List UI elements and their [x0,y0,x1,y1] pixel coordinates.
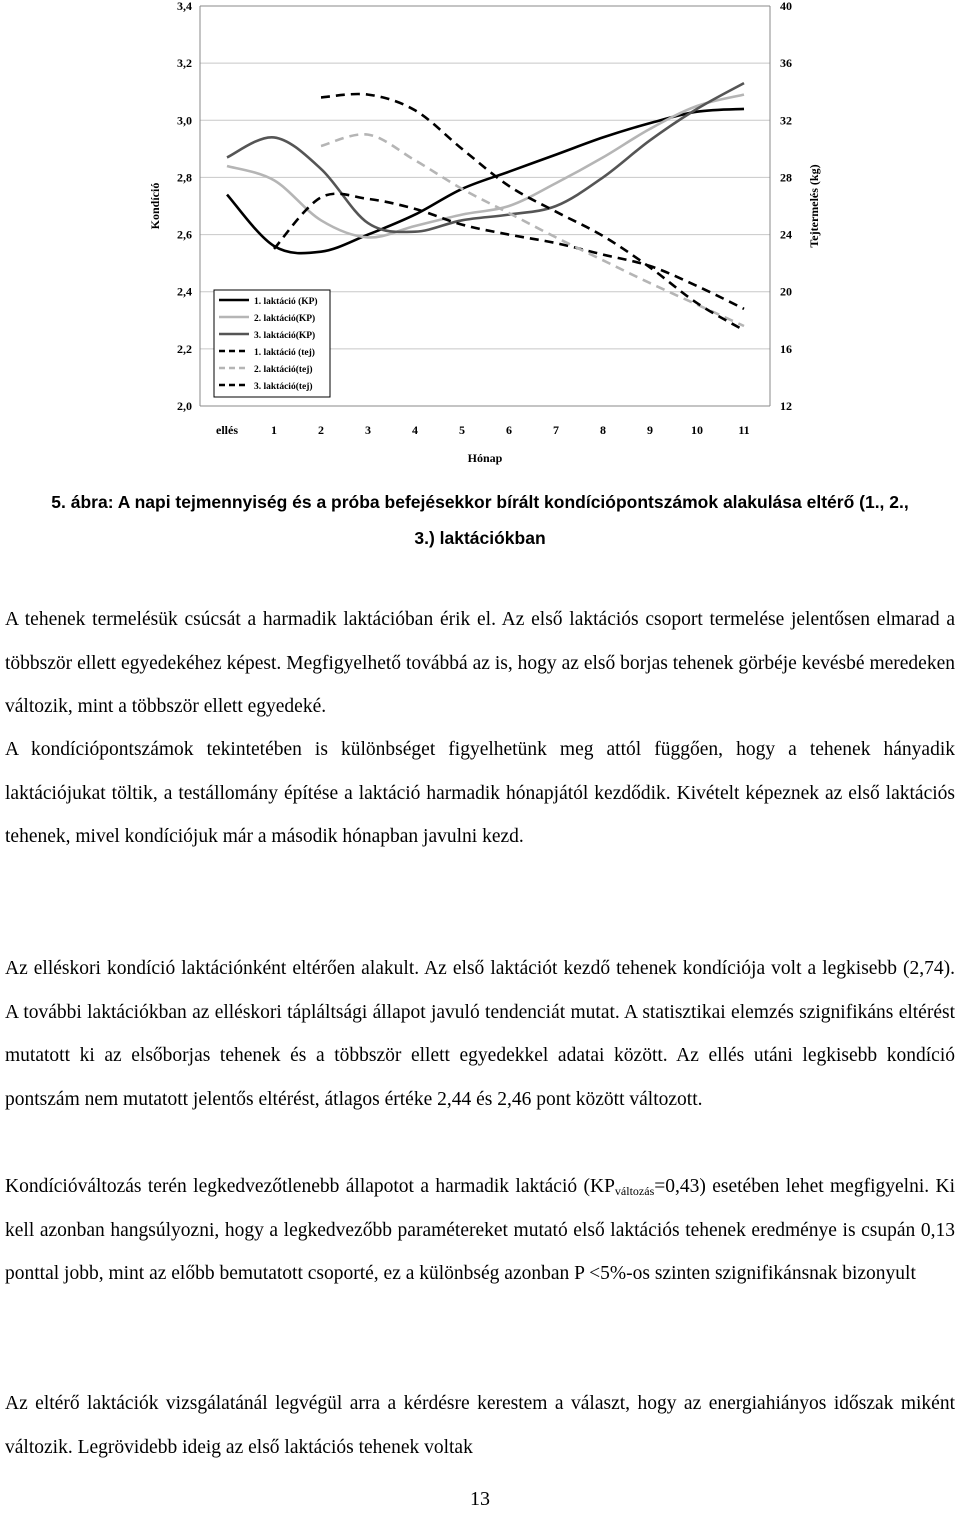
x-axis-label: Hónap [467,451,503,465]
page-number: 13 [470,1488,490,1510]
paragraph-4-end: =0,43) esetében lehet megfigyelni. Ki kell azonban hangsúlyozni, hogy a legkedvezőbb paramétereket mutató első laktációs tehenek eredménye is csupán 0,13 ponttal jobb, mint az előbb bemutatott csoporté, ez a különbség azonban P <5%-os szinten szignifikánsnak bizonyult [5,1176,955,1284]
x-tick-label: ellés [216,423,238,437]
y-right-tick-label: 36 [780,56,792,71]
x-tick-label: 4 [412,423,418,437]
y-right-tick-label: 20 [780,284,792,299]
x-tick-label: 9 [647,423,653,437]
series-line-1 [227,109,744,253]
lactation-chart [130,0,830,475]
legend-entry-label: 1. laktáció (tej) [254,348,315,358]
y-left-tick-label: 2,6 [177,227,192,242]
y-left-tick-label: 3,2 [177,56,192,71]
x-tick-label: 2 [318,423,324,437]
paragraph-4 [5,1165,955,1296]
x-tick-label: 1 [271,423,277,437]
y-right-tick-label: 40 [780,0,792,13]
paragraph-5: Az eltérő laktációk vizsgálatánál legvégül arra a kérdésre kerestem a választ, hogy az energiahiányos időszak miként változik. Legrövidebb ideig az első laktációs tehenek voltak [5,1393,955,1458]
x-tick-label: 5 [459,423,465,437]
chart-legend [214,290,330,397]
y-axis-right-label: Tejtermelés (kg) [807,164,821,248]
y-right-tick-label: 12 [780,399,792,413]
paragraph-2: A kondíciópontszámok tekintetében is különbséget figyelhetünk meg attól függően, hogy a tehenek hányadik laktációjukat töltik, a testállomány építése a laktáció harmadik hónapjától kezdődik. Kivételt képeznek az első laktációs tehenek, mivel kondíciójuk már a második hónapban javulni kezd. [5,739,955,847]
figure-caption-line2: 3.) laktációkban [414,528,546,548]
legend-entry-label: 1. laktáció (KP) [254,297,318,307]
y-axis-right-ticks [780,0,792,413]
legend-entry-label: 2. laktáció(tej) [254,365,313,375]
paragraph-4-start: Kondícióváltozás terén legkedvezőtlenebb állapotot a harmadik laktáció (KP [5,1176,615,1197]
legend-entry-label: 3. laktáció(KP) [254,331,316,341]
x-axis-ticks [216,423,750,437]
y-left-tick-label: 2,2 [177,341,192,356]
y-right-tick-label: 16 [780,341,792,356]
x-tick-label: 10 [691,423,703,437]
legend-entry-label: 2. laktáció(KP) [254,314,316,324]
y-left-tick-label: 3,4 [177,0,192,13]
y-right-tick-label: 24 [780,227,792,242]
paragraph-3: Az elléskori kondíció laktációnként eltérően alakult. Az első laktációt kezdő tehenek kondíciója volt a legkisebb (2,74). A további laktációkban az elléskori tápláltsági állapot javuló tendenciát mutat. A statisztikai elemzés szignifikáns eltérést mutatott ki az elsőborjas tehenek és a többször ellett egyedekkel adatai között. Az ellés utáni legkisebb kondíció pontszám nem mutatott jelentős eltérést, átlagos értéke 2,44 és 2,46 pont között változott. [5,958,955,1110]
x-tick-label: 7 [553,423,559,437]
y-left-tick-label: 2,8 [177,170,192,185]
y-axis-left-ticks [177,0,192,413]
y-left-tick-label: 2,0 [177,399,192,413]
y-left-tick-label: 2,4 [177,284,192,299]
x-tick-label: 3 [365,423,371,437]
y-right-tick-label: 28 [780,170,792,185]
x-tick-label: 11 [738,423,750,437]
y-right-tick-label: 32 [780,113,792,128]
paragraph-1: A tehenek termelésük csúcsát a harmadik laktációban érik el. Az első laktációs csoport termelése jelentősen elmarad a többször ellett egyedekéhez képest. Megfigyelhető továbbá az is, hogy az első borjas tehenek görbéje kevésbé meredeken változik, mint a többször ellett egyedeké. [5,609,955,717]
legend-entry-label: 3. laktáció(tej) [254,382,313,392]
y-left-tick-label: 3,0 [177,113,192,128]
paragraph-4-subscript: változás [614,1184,655,1198]
figure-caption-line1: 5. ábra: A napi tejmennyiség és a próba befejésekkor bírált kondíciópontszámok alakulása eltérő (1., 2., [51,492,909,512]
x-tick-label: 8 [600,423,606,437]
x-tick-label: 6 [506,423,512,437]
y-axis-left-label: Kondíció [148,182,162,230]
